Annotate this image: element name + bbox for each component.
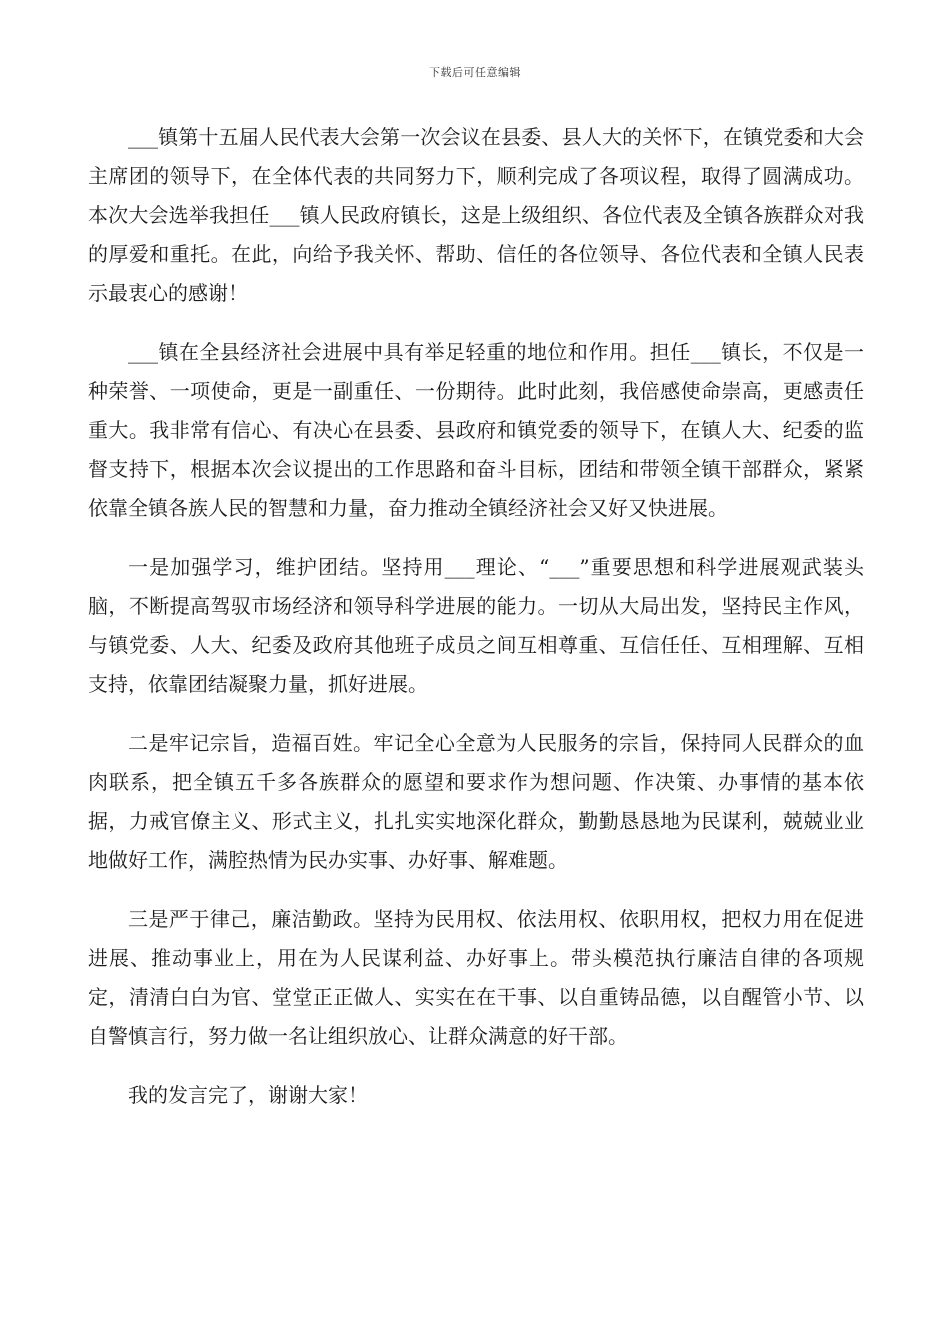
paragraph-4: 二是牢记宗旨，造福百姓。牢记全心全意为人民服务的宗旨，保持同人民群众的血肉联系，把全镇五千多各族群众的愿望和要求作为想问题、作决策、办事情的基本依据，力戒官僚主义、形式主义，扎扎实实地深化群众，勤勤恳恳地为民谋利，兢兢业业地做好工作，满腔热情为民办实事、办好事、解难题。 xyxy=(88,731,864,872)
document-body xyxy=(88,118,864,1135)
paragraph-1: ___镇第十五届人民代表大会第一次会议在县委、县人大的关怀下，在镇党委和大会主席团的领导下，在全体代表的共同努力下，顺利完成了各项议程，取得了圆满成功。本次大会选举我担任___镇人民政府镇长，这是上级组织、各位代表及全镇各族群众对我的厚爱和重托。在此，向给予我关怀、帮助、信任的各位领导、各位代表和全镇人民表示最衷心的感谢！ xyxy=(88,125,864,305)
paragraph-6: 我的发言完了，谢谢大家！ xyxy=(128,1083,368,1107)
paragraph-3: 一是加强学习，维护团结。坚持用___理论、“___”重要思想和科学进展观武装头脑，不断提高驾驭市场经济和领导科学进展的能力。一切从大局出发，坚持民主作风，与镇党委、人大、纪委及政府其他班子成员之间互相尊重、互信任任、互相理解、互相支持，依靠团结凝聚力量，抓好进展。 xyxy=(88,555,864,696)
paragraph-5: 三是严于律己，廉洁勤政。坚持为民用权、依法用权、依职用权，把权力用在促进进展、推动事业上，用在为人民谋利益、办好事上。带头模范执行廉洁自律的各项规定，清清白白为官、堂堂正正做人、实实在在干事、以自重铸品德，以自醒管小节、以自警慎言行，努力做一名让组织放心、让群众满意的好干部。 xyxy=(88,907,864,1048)
page-header: 下载后可任意编辑 xyxy=(429,66,521,79)
paragraph-2: ___镇在全县经济社会进展中具有举足轻重的地位和作用。担任___镇长，不仅是一种荣誉、一项使命，更是一副重任、一份期待。此时此刻，我倍感使命崇高，更感责任重大。我非常有信心、有决心在县委、县政府和镇党委的领导下，在镇人大、纪委的监督支持下，根据本次会议提出的工作思路和奋斗目标，团结和带领全镇干部群众，紧紧依靠全镇各族人民的智慧和力量，奋力推动全镇经济社会又好又快进展。 xyxy=(88,340,864,520)
